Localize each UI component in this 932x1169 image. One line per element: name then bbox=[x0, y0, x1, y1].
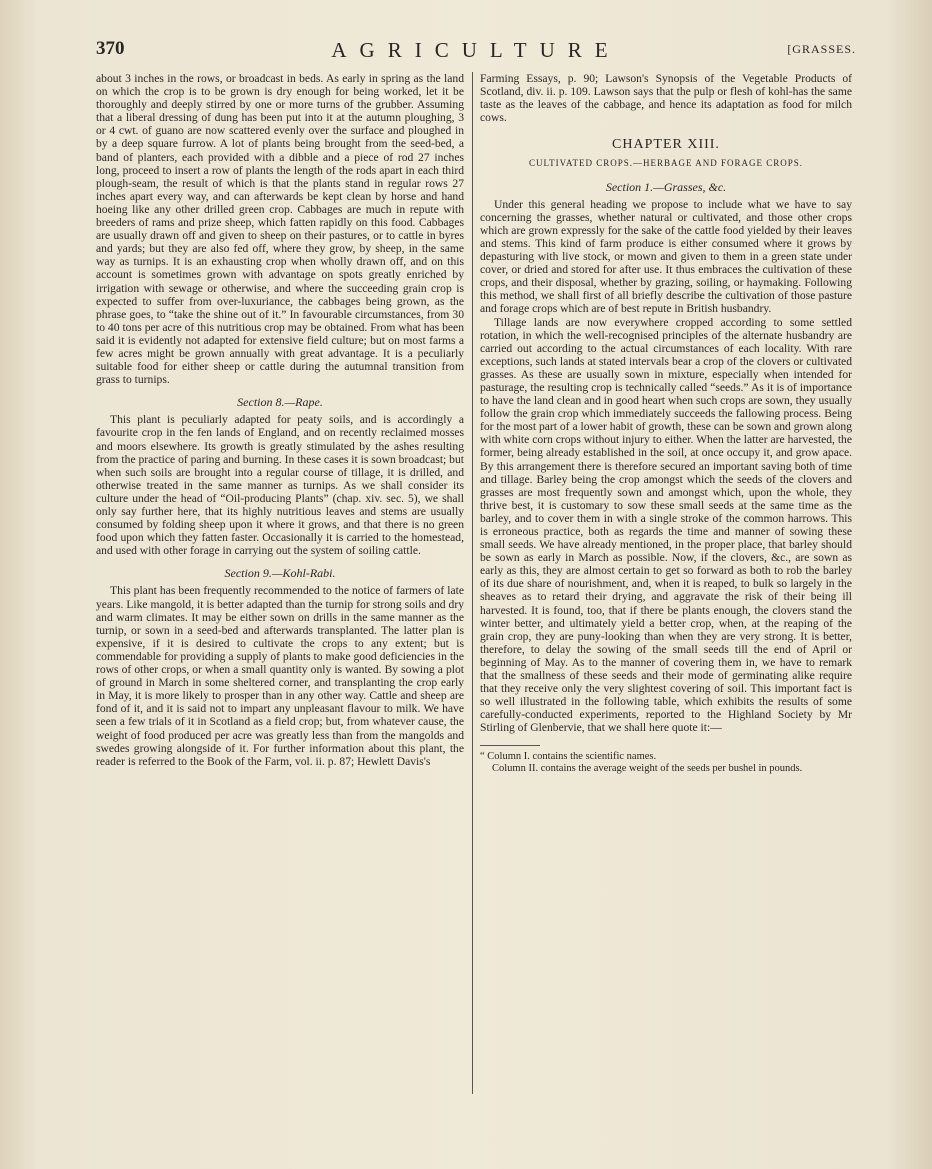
section-heading-rape: Section 8.—Rape. bbox=[237, 395, 323, 410]
footnote-line-1: “ Column I. contains the scientific names. bbox=[480, 750, 657, 762]
chapter-heading: CHAPTER XIII. bbox=[612, 137, 720, 153]
paragraph-continuation: Farming Essays, p. 90; Lawson's Synopsis of the Vegetable Products of Scotland, div. ii. p. 109. Lawson says that the pulp or flesh of kohl-has the same taste as the leaves of the cabbage, and hence its adaptation as food for milch cows. bbox=[480, 72, 852, 125]
section-heading-grasses: Section 1.—Grasses, &c. bbox=[605, 179, 727, 194]
footnote-rule bbox=[480, 745, 540, 746]
paragraph-cabbage: about 3 inches in the rows, or broadcast in beds. As early in spring as the land on which the crop is to be grown is dry enough for being worked, let it be thoroughly and deeply stirred by one or more turns of the grubber. Assuming that a liberal dressing of dung has been put into it at the autumn ploughing, 3 or 4 cwt. of guano are now scattered evenly over the surface and ploughed in by a deep square furrow. A lot of plants being brought from the seed-bed, a band of planters, each provided with a dibble and a piece of rod 27 inches long, proceed to insert a row of plants the length of the rods apart in each third plough-seam, the result of which is that the plants stand in regular rows 27 inches apart every way, and can afterwards be kept clean by horse and hand hoeing like any other drilled green crop. Cabbages are much in repute with breeders of rams and prize sheep, which fatten rapidly on this food. Cabbages are usually drawn off and given to sheep on their pastures, or to cattle in byres and yards; but they are also fed off, where they grow, by sheep, in the same way as turnips. It is an exhausting crop when wholly drawn off, and on this account is sometimes grown with advantage on spots greatly enriched by irrigation with sewage or otherwise, and where the succeeding grain crop is expected to suffer from over-luxuriance, the cabbages being grown, as the phrase goes, to “take the shine out of it.” In favourable circumstances, from 30 to 40 tons per acre of this nutritious crop may be obtained. From what has been said it is evidently not adapted for extensive field culture; but on most farms a few acres might be grown annually with great advantage. It is a peculiarly suitable food for either sheep or cattle during the autumnal transition from grass to turnips. bbox=[96, 72, 464, 387]
section-heading-kohl-rabi: Section 9.—Kohl-Rabi. bbox=[224, 566, 336, 581]
footnote-line-2: Column II. contains the average weight of the seeds per bushel in pounds. bbox=[492, 762, 803, 774]
paragraph-rape: This plant is peculiarly adapted for peaty soils, and is accordingly a favourite crop in the fen lands of England, and on recently reclaimed mosses and moors elsewhere. Its growth is greatly stimulated by the ashes resulting from the practice of paring and burning. In these cases it is sown broadcast; but when such soils are brought into a regular course of tillage, it is drilled, and otherwise treated in the same manner as turnips. As we shall consider its culture under the head of “Oil-producing Plants” (chap. xiv. sec. 5), we shall only say further here, that its highly nutritious leaves and stems are usually consumed by folding sheep upon it where it grows, and that there is no green food upon which they fatten faster. Occasionally it is carried to the homestead, and used with other forage in carrying out the system of soiling cattle. bbox=[96, 413, 464, 558]
page-number: 370 bbox=[96, 38, 125, 59]
right-column bbox=[480, 72, 852, 775]
footnote bbox=[480, 751, 852, 775]
paragraph-tillage: Tillage lands are now everywhere cropped according to some settled rotation, in which the well-recognised principles of the alternate husbandry are carried out according to the actual circumstances of each locality. With rare exceptions, such lands at stated intervals bear a crop of the clovers or cultivated grasses. As these are usually sown in mixture, especially when intended for pasturage, the resulting crop is technically called “seeds.” As it is of importance to have the land clean and in good heart when such crops are sown, they usually follow the grain crop which immediately succeeds the fallowing process. Being for the most part of a lower habit of growth, these can be sown and grown along with white corn crops without injury to either. When the latter are harvested, the former, being already established in the soil, at once occupy it, and grow apace. By this arrangement there is therefore secured an important saving both of time and tillage. Barley being the crop amongst which the seeds of the clovers and grasses are most frequently sown and amongst which, upon the whole, they thrive best, it is customary to sow these small seeds at the same time as the barley, and to cover them in with a single stroke of the common harrows. This is erroneous practice, both as regards the time and manner of sowing these small seeds. We have already mentioned, in the proper place, that barley should be sown as early in March as possible. Now, if the clovers, &c., are sown as early as this, they are almost certain to get so forward as both to rob the barley of its due share of nourishment, and, when it is reaped, to bulk so largely in the sheaves as to retard their drying, and aggravate the risk of their being ill harvested. It is found, too, that if there be plants enough, the clovers stand the winter better, and ultimately yield a better crop, when, at the reaping of the grain crop, they are puny-looking than when they are very strong. It is better, therefore, to delay the sowing of the small seeds till the end of April or beginning of May. As to the manner of covering them in, we have to remark that the smallness of these seeds and their mode of germinating alike require that they receive only the very slightest covering of soil. This important fact is so well illustrated in the following table, which exhibits the results of some carefully-conducted experiments, reported to the Highland Society by Mr Stirling of Glenbervie, that we shall here quote it:— bbox=[480, 315, 852, 735]
paragraph-grasses-intro: Under this general heading we propose to include what we have to say concerning the grasses, whether natural or cultivated, and those other crops which are grown expressly for the sake of the cattle food yielded by their leaves and stems. This kind of farm produce is either consumed where it grows by depasturing with live stock, or mown and given to them in a green state under cover, or dried and stored for after use. It thus embraces the cultivation of these crops, and their disposal, whether by grazing, soiling, or haymaking. Following this method, we shall first of all briefly describe the cultivation of those pasture and forage crops which are of best repute in British husbandry. bbox=[480, 197, 852, 316]
paragraph-kohl-rabi: This plant has been frequently recommended to the notice of farmers of late years. Like mangold, it is better adapted than the turnip for strong soils and dry and warm climates. It may be either sown on drills in the same manner as the turnip, or sown in a seed-bed and afterwards transplanted. The latter plan is expensive, if it is desired to cultivate the crops to any extent; but is commendable for providing a supply of plants to make good deficiencies in the rows of other crops, or when a small quantity only is wanted. By sowing a plot of ground in March in some sheltered corner, and transplanting the crop early in May, it is more likely to prosper than in any other way. Cattle and sheep are fond of it, and it is said not to impart any unpleasant flavour to milk. We have seen a few trials of it in Scotland as a field crop; but, from whatever cause, the weight of food produced per acre was greatly less than from the mangolds and swedes growing alongside of it. For further information about this plant, the reader is referred to the Book of the Farm, vol. ii. p. 87; Hewlett Davis's bbox=[96, 584, 464, 768]
column-divider bbox=[472, 72, 473, 1094]
left-column bbox=[96, 72, 464, 768]
chapter-subheading: CULTIVATED CROPS.—HERBAGE AND FORAGE CROPS. bbox=[528, 158, 804, 169]
running-title: AGRICULTURE bbox=[331, 38, 621, 62]
section-tag: [GRASSES. bbox=[787, 42, 856, 56]
running-header bbox=[96, 38, 856, 68]
